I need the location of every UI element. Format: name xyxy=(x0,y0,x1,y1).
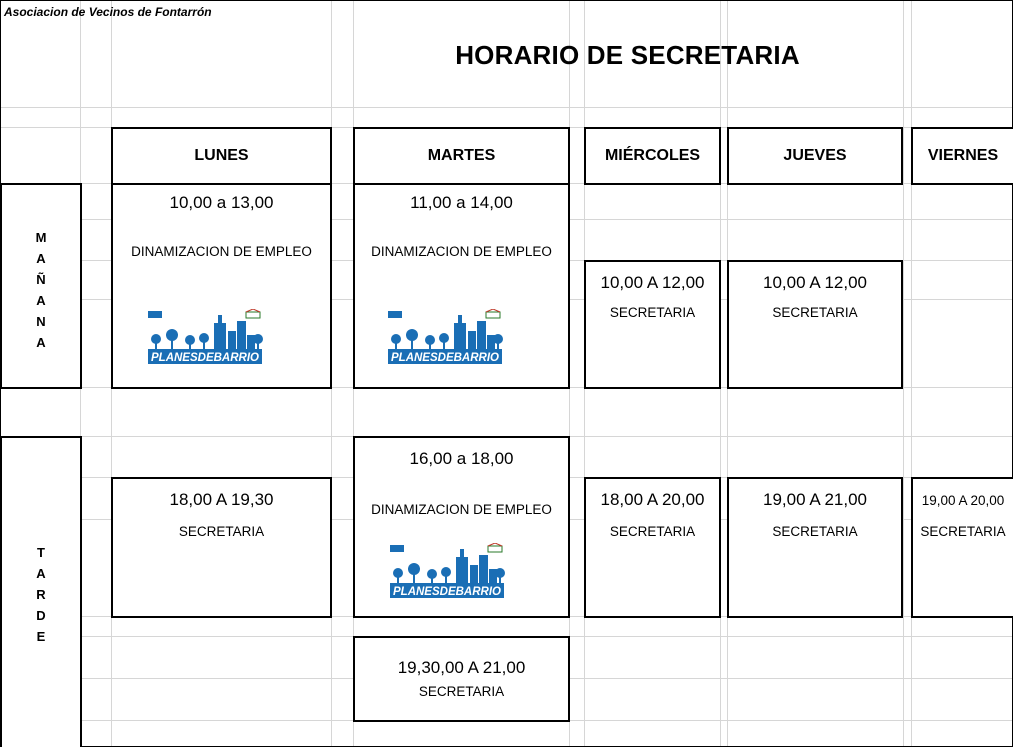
slot-activity: SECRETARIA xyxy=(178,524,265,539)
slot-miercoles-afternoon xyxy=(584,477,721,618)
slot-miercoles-morning xyxy=(584,260,721,389)
slot-time: 19,00 A 21,00 xyxy=(763,490,867,509)
slot-time: 11,00 a 14,00 xyxy=(410,193,513,212)
period-afternoon-label: T A R D E xyxy=(36,545,46,644)
slot-time: 19,00 A 20,00 xyxy=(921,493,1005,508)
period-afternoon xyxy=(0,436,82,747)
day-header-miercoles: MIÉRCOLES xyxy=(584,127,721,185)
slot-viernes-afternoon xyxy=(911,477,1013,618)
slot-martes-afternoon-2 xyxy=(353,636,570,722)
slot-time: 10,00 A 12,00 xyxy=(600,273,705,292)
slot-time: 18,00 A 19,30 xyxy=(169,490,274,509)
slot-time: 10,00 A 12,00 xyxy=(763,273,867,292)
svg-text:PLANESDEBARRIO: PLANESDEBARRIO xyxy=(391,352,499,364)
planes-de-barrio-logo xyxy=(146,309,264,367)
planes-de-barrio-logo xyxy=(386,309,504,367)
day-header-lunes: LUNES xyxy=(111,127,332,185)
slot-time: 16,00 a 18,00 xyxy=(409,449,514,468)
slot-martes-afternoon-1 xyxy=(353,436,570,618)
slot-activity: SECRETARIA xyxy=(772,524,858,539)
slot-lunes-afternoon xyxy=(111,477,332,618)
day-header-jueves: JUEVES xyxy=(727,127,903,185)
period-morning xyxy=(0,183,82,389)
period-morning-label: M A Ñ A N A xyxy=(35,230,47,350)
slot-activity: SECRETARIA xyxy=(920,524,1006,539)
day-header-viernes: VIERNES xyxy=(911,127,1013,185)
slot-time: 18,00 A 20,00 xyxy=(600,490,705,509)
organization-name: Asociacion de Vecinos de Fontarrón xyxy=(4,5,212,19)
slot-lunes-morning xyxy=(111,183,332,389)
svg-text:PLANESDEBARRIO: PLANESDEBARRIO xyxy=(151,352,259,364)
slot-jueves-afternoon xyxy=(727,477,903,618)
slot-activity: SECRETARIA xyxy=(609,305,696,320)
slot-time: 10,00 a 13,00 xyxy=(169,193,274,212)
slot-activity: DINAMIZACION DE EMPLEO xyxy=(131,244,312,259)
slot-activity: SECRETARIA xyxy=(609,524,696,539)
slot-jueves-morning xyxy=(727,260,903,389)
day-header-martes: MARTES xyxy=(353,127,570,185)
slot-activity: SECRETARIA xyxy=(418,684,505,699)
slot-activity: DINAMIZACION DE EMPLEO xyxy=(371,502,552,517)
planes-de-barrio-logo xyxy=(388,543,506,601)
slot-activity: DINAMIZACION DE EMPLEO xyxy=(371,244,552,259)
slot-martes-morning xyxy=(353,183,570,389)
slot-activity: SECRETARIA xyxy=(772,305,858,320)
svg-text:PLANESDEBARRIO: PLANESDEBARRIO xyxy=(393,586,501,598)
slot-time: 19,30,00 A 21,00 xyxy=(397,658,526,677)
page-title: HORARIO DE SECRETARIA xyxy=(455,40,800,70)
